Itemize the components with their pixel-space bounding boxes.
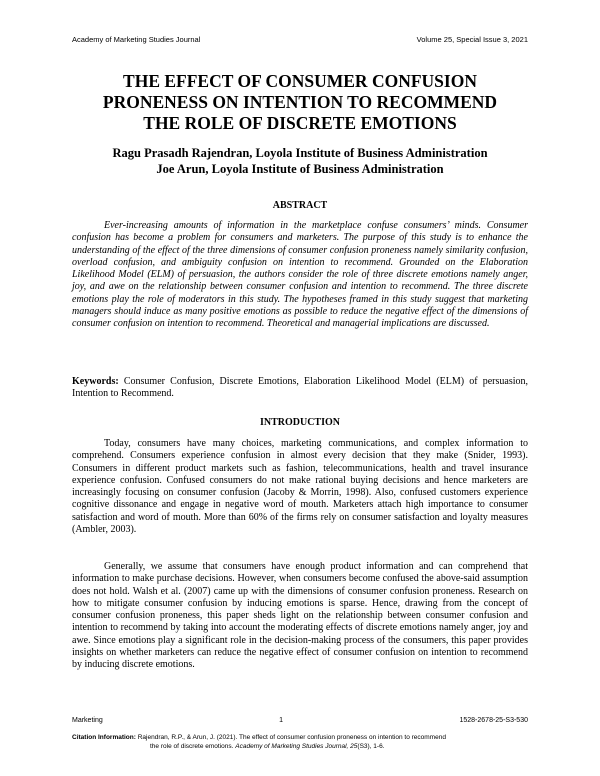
title-line: THE EFFECT OF CONSUMER CONFUSION <box>123 71 477 91</box>
introduction-heading: INTRODUCTION <box>259 417 340 428</box>
citation-label: Citation Information: <box>72 734 136 741</box>
keywords-text: Consumer Confusion, Discrete Emotions, Elaboration Likelihood Model (ELM) of persuasion, Intention to Recommend. <box>72 376 529 400</box>
citation-text-1: Rajendran, R.P., & Arun, J. (2021). The effect of consumer confusion proneness on intention to recommend <box>137 734 446 741</box>
footer-section: Marketing <box>72 717 103 724</box>
page-footer <box>72 717 528 724</box>
footer-id: 1528-2678-25-S3-530 <box>459 717 528 724</box>
intro-paragraph-1: Today, consumers have many choices, marketing communications, and complex information to comprehend. Consumers experience confusion in almost every decision that they make (Snider, 1993). Consumers in different product markets such as fashion, telecommunications, health and travel insurance experience confusion. Confused consumers do not make rational buying decisions and hence marketers are increasingly focusing on consumer confusion (Jacoby & Morrin, 1998). Also, confused customers experience cognitive dissonance and engage in negative word of mouth. Marketers attach high importance to consumer satisfaction and word of mouth. More than 60% of the firms rely on consumer satisfaction and loyalty measures (Ambler, 2003). <box>72 438 528 536</box>
citation-text-2: the role of discrete emotions. <box>150 743 234 750</box>
citation-line-2 <box>72 742 528 751</box>
author-list <box>60 145 540 177</box>
running-header <box>72 35 528 44</box>
title-line: PRONENESS ON INTENTION TO RECOMMEND <box>102 92 498 112</box>
abstract-heading: ABSTRACT <box>272 200 328 211</box>
title-line: THE ROLE OF DISCRETE EMOTIONS <box>143 113 457 133</box>
author-line: Joe Arun, Loyola Institute of Business Administration <box>156 162 444 176</box>
citation-information <box>72 733 528 751</box>
keywords-label: Keywords: <box>72 376 119 387</box>
citation-journal: Academy of Marketing Studies Journal, 25 <box>235 743 358 750</box>
header-volume: Volume 25, Special Issue 3, 2021 <box>416 35 528 44</box>
keywords <box>72 376 528 401</box>
citation-tail: (S3), 1-6. <box>357 743 385 750</box>
paper-title <box>60 71 540 134</box>
intro-paragraph-2: Generally, we assume that consumers have enough product information and can comprehend that information to make purchase decisions. However, when consumers become confused the above-said assumption does not hold. Walsh et al. (2007) came up with the dimensions of consumer confusion proneness. Research on how to mitigate consumer confusion by inducing emotions is sparse. Hence, drawing from the concept of consumer confusion proneness, this paper sheds light on the relationship between consumer confusion and intention to recommend by taking into account the moderating effects of discrete emotions namely anger, joy and awe. Since emotions play a significant role in the decision-making process of the consumers, this paper provides insights on whether marketers can reduce the negative effect of consumer confusion on intention to recommend by inducing discrete emotions. <box>72 561 528 671</box>
author-line: Ragu Prasadh Rajendran, Loyola Institute of Business Administration <box>112 146 488 160</box>
header-journal: Academy of Marketing Studies Journal <box>72 35 201 44</box>
abstract-text: Ever-increasing amounts of information in the marketplace confuse consumers’ minds. Consumer confusion has become a problem for consumers and marketers. The purpose of this study is to enhance the understanding of the effect of the three dimensions of consumer confusion proneness namely similarity confusion, overload confusion, and ambiguity confusion on intention to recommend. Grounded on the Elaboration Likelihood Model (ELM) of persuasion, the authors consider the role of three discrete emotions namely anger, joy, and awe on the relationship between consumer confusion and intention to recommend. The three discrete emotions play the role of moderators in this study. The hypotheses framed in this study suggest that marketing managers should induce as many positive emotions as possible to reduce the negative effect of the dimensions of consumer confusion on intention to recommend. Theoretical and managerial implications are discussed. <box>72 220 528 330</box>
page-number: 1 <box>279 717 284 724</box>
